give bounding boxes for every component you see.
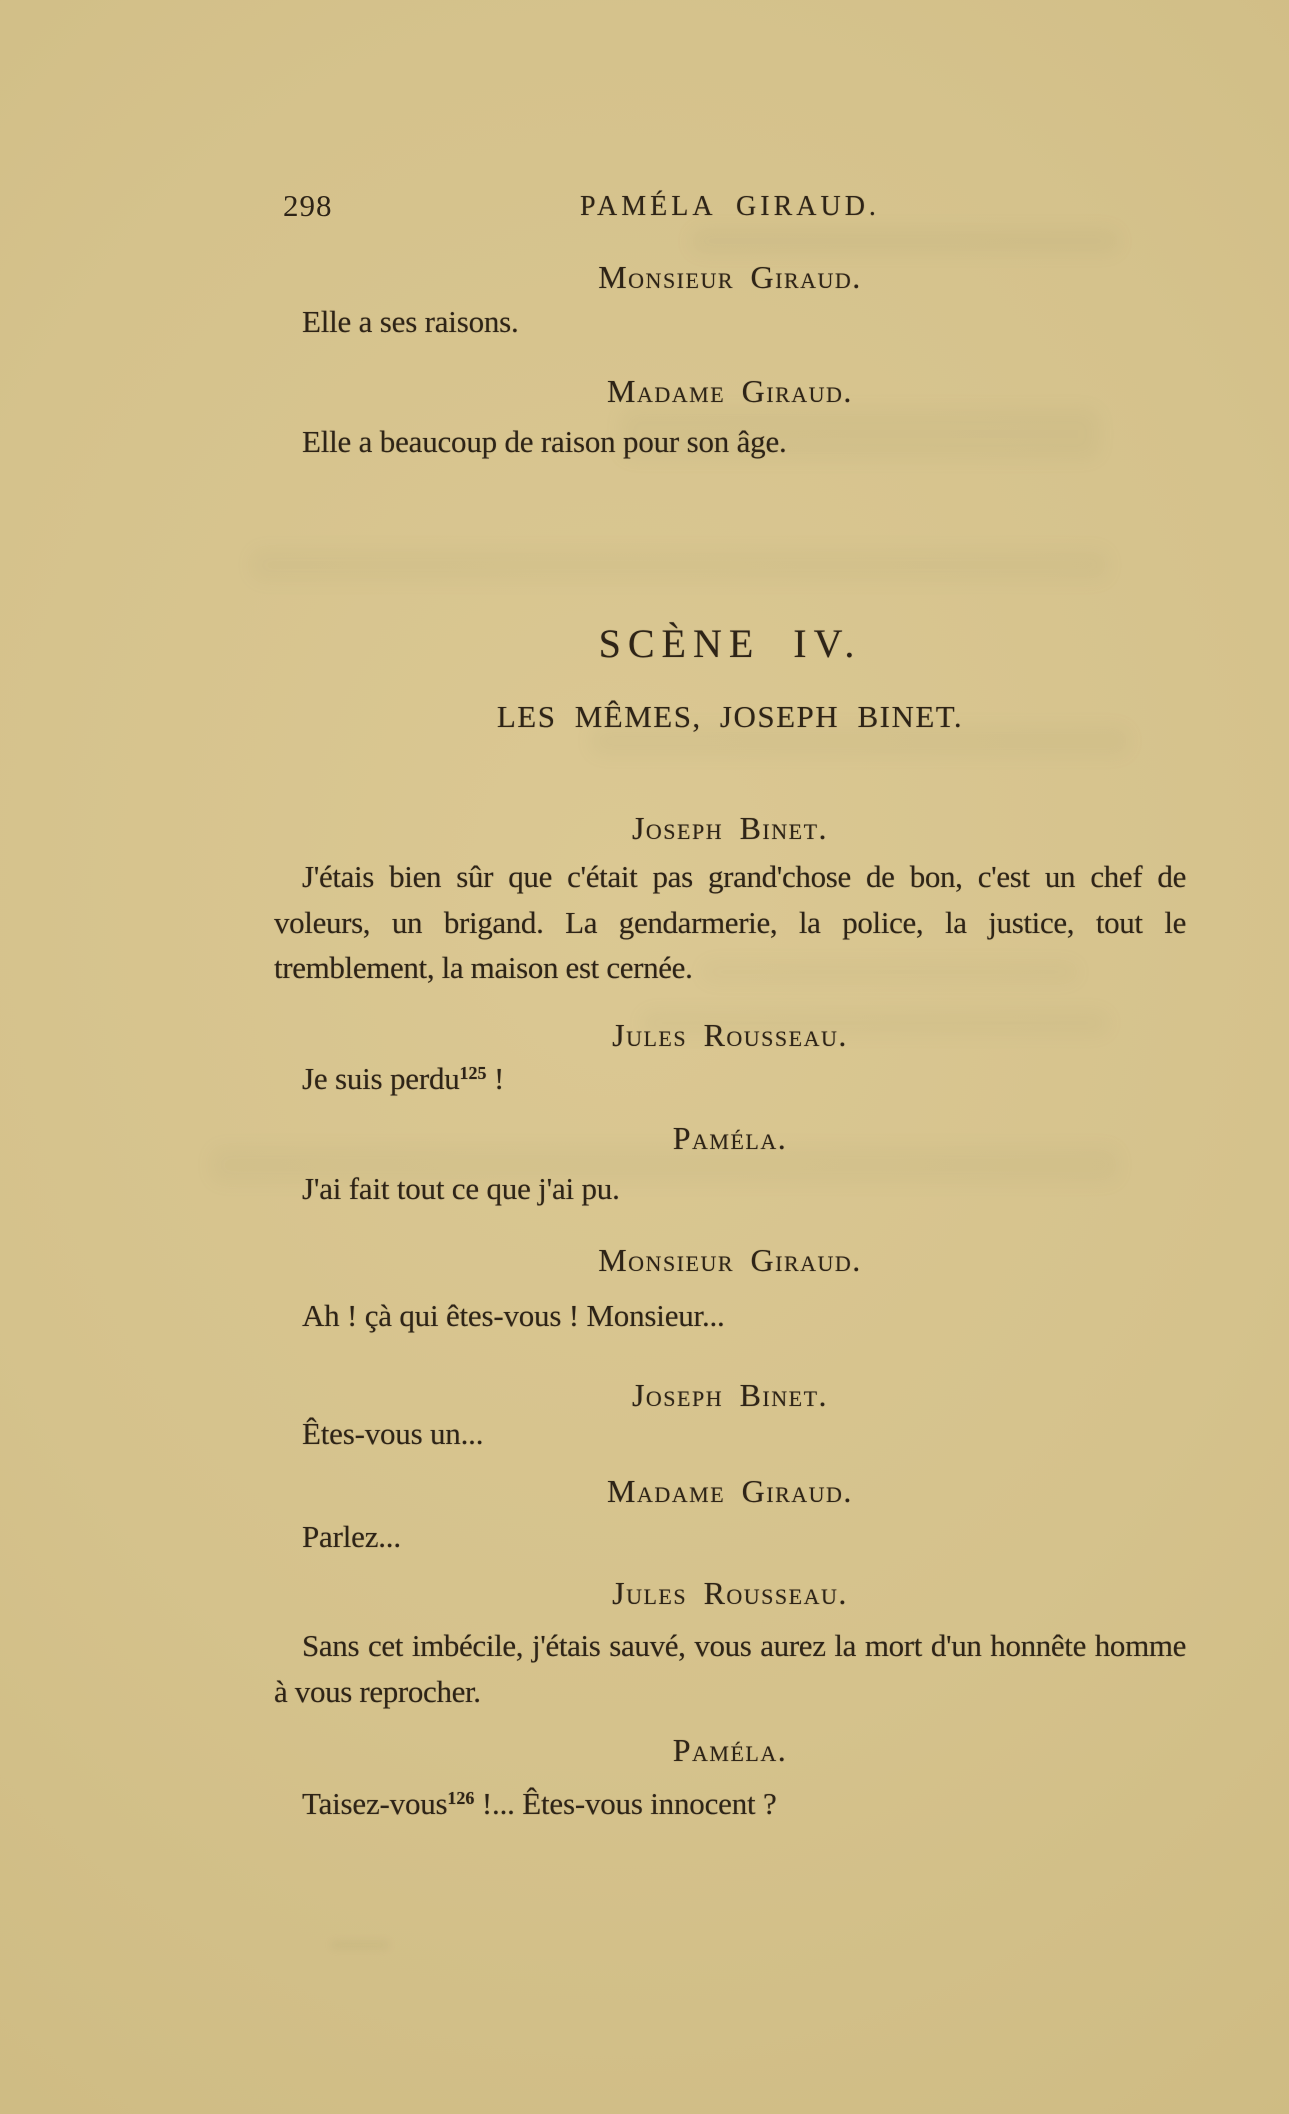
speaker-heading: Monsieur Giraud. <box>598 259 862 295</box>
speaker-heading: Monsieur Giraud. <box>598 1242 862 1278</box>
dialogue-line: Parlez... <box>302 1519 401 1554</box>
dialogue-text: Taisez-vous <box>302 1786 448 1821</box>
speaker-heading: Paméla. <box>672 1732 788 1768</box>
footnote-ref: 125 <box>459 1063 487 1084</box>
dialogue-line: Elle a ses raisons. <box>302 304 519 339</box>
dialogue-line: Ah ! çà qui êtes-vous ! Monsieur... <box>302 1298 725 1333</box>
footnote-ref: 126 <box>447 1788 475 1809</box>
speaker-heading: Paméla. <box>672 1120 788 1156</box>
dialogue-line <box>274 1781 1214 1826</box>
paper-stain <box>250 548 1110 582</box>
speaker-heading: Madame Giraud. <box>607 1473 853 1509</box>
running-title: PAMÉLA GIRAUD. <box>580 191 880 222</box>
speaker-heading: Joseph Binet. <box>631 1377 829 1413</box>
dialogue-line: J'ai fait tout ce que j'ai pu. <box>302 1171 620 1206</box>
paper-stain <box>690 228 1120 254</box>
paper-stain <box>330 1940 390 1950</box>
speaker-heading: Jules Rousseau. <box>612 1575 848 1611</box>
dialogue-line <box>274 1056 1214 1101</box>
dialogue-text: ! <box>486 1061 505 1096</box>
dialogue-text: Je suis perdu <box>302 1061 460 1096</box>
scene-cast: LES MÊMES, JOSEPH BINET. <box>496 699 964 734</box>
dialogue-text: !... Êtes-vous innocent ? <box>474 1786 777 1821</box>
dialogue-paragraph: Sans cet imbécile, j'étais sauvé, vous aurez la mort d'un honnête homme à vous reprocher. <box>274 1628 1186 1709</box>
page-number: 298 <box>283 188 333 223</box>
dialogue-line: Êtes-vous un... <box>302 1416 484 1451</box>
dialogue-line: Elle a beaucoup de raison pour son âge. <box>302 424 787 459</box>
speaker-heading: Joseph Binet. <box>631 810 829 846</box>
scene-title: SCÈNE IV. <box>598 621 862 666</box>
speaker-heading: Jules Rousseau. <box>612 1017 848 1053</box>
speaker-heading: Madame Giraud. <box>607 373 853 409</box>
dialogue-paragraph: J'étais bien sûr que c'était pas grand'chose de bon, c'est un chef de voleurs, un brigand. La gendarmerie, la police, la justice, tout le tremblement, la maison est cernée. <box>274 859 1186 985</box>
